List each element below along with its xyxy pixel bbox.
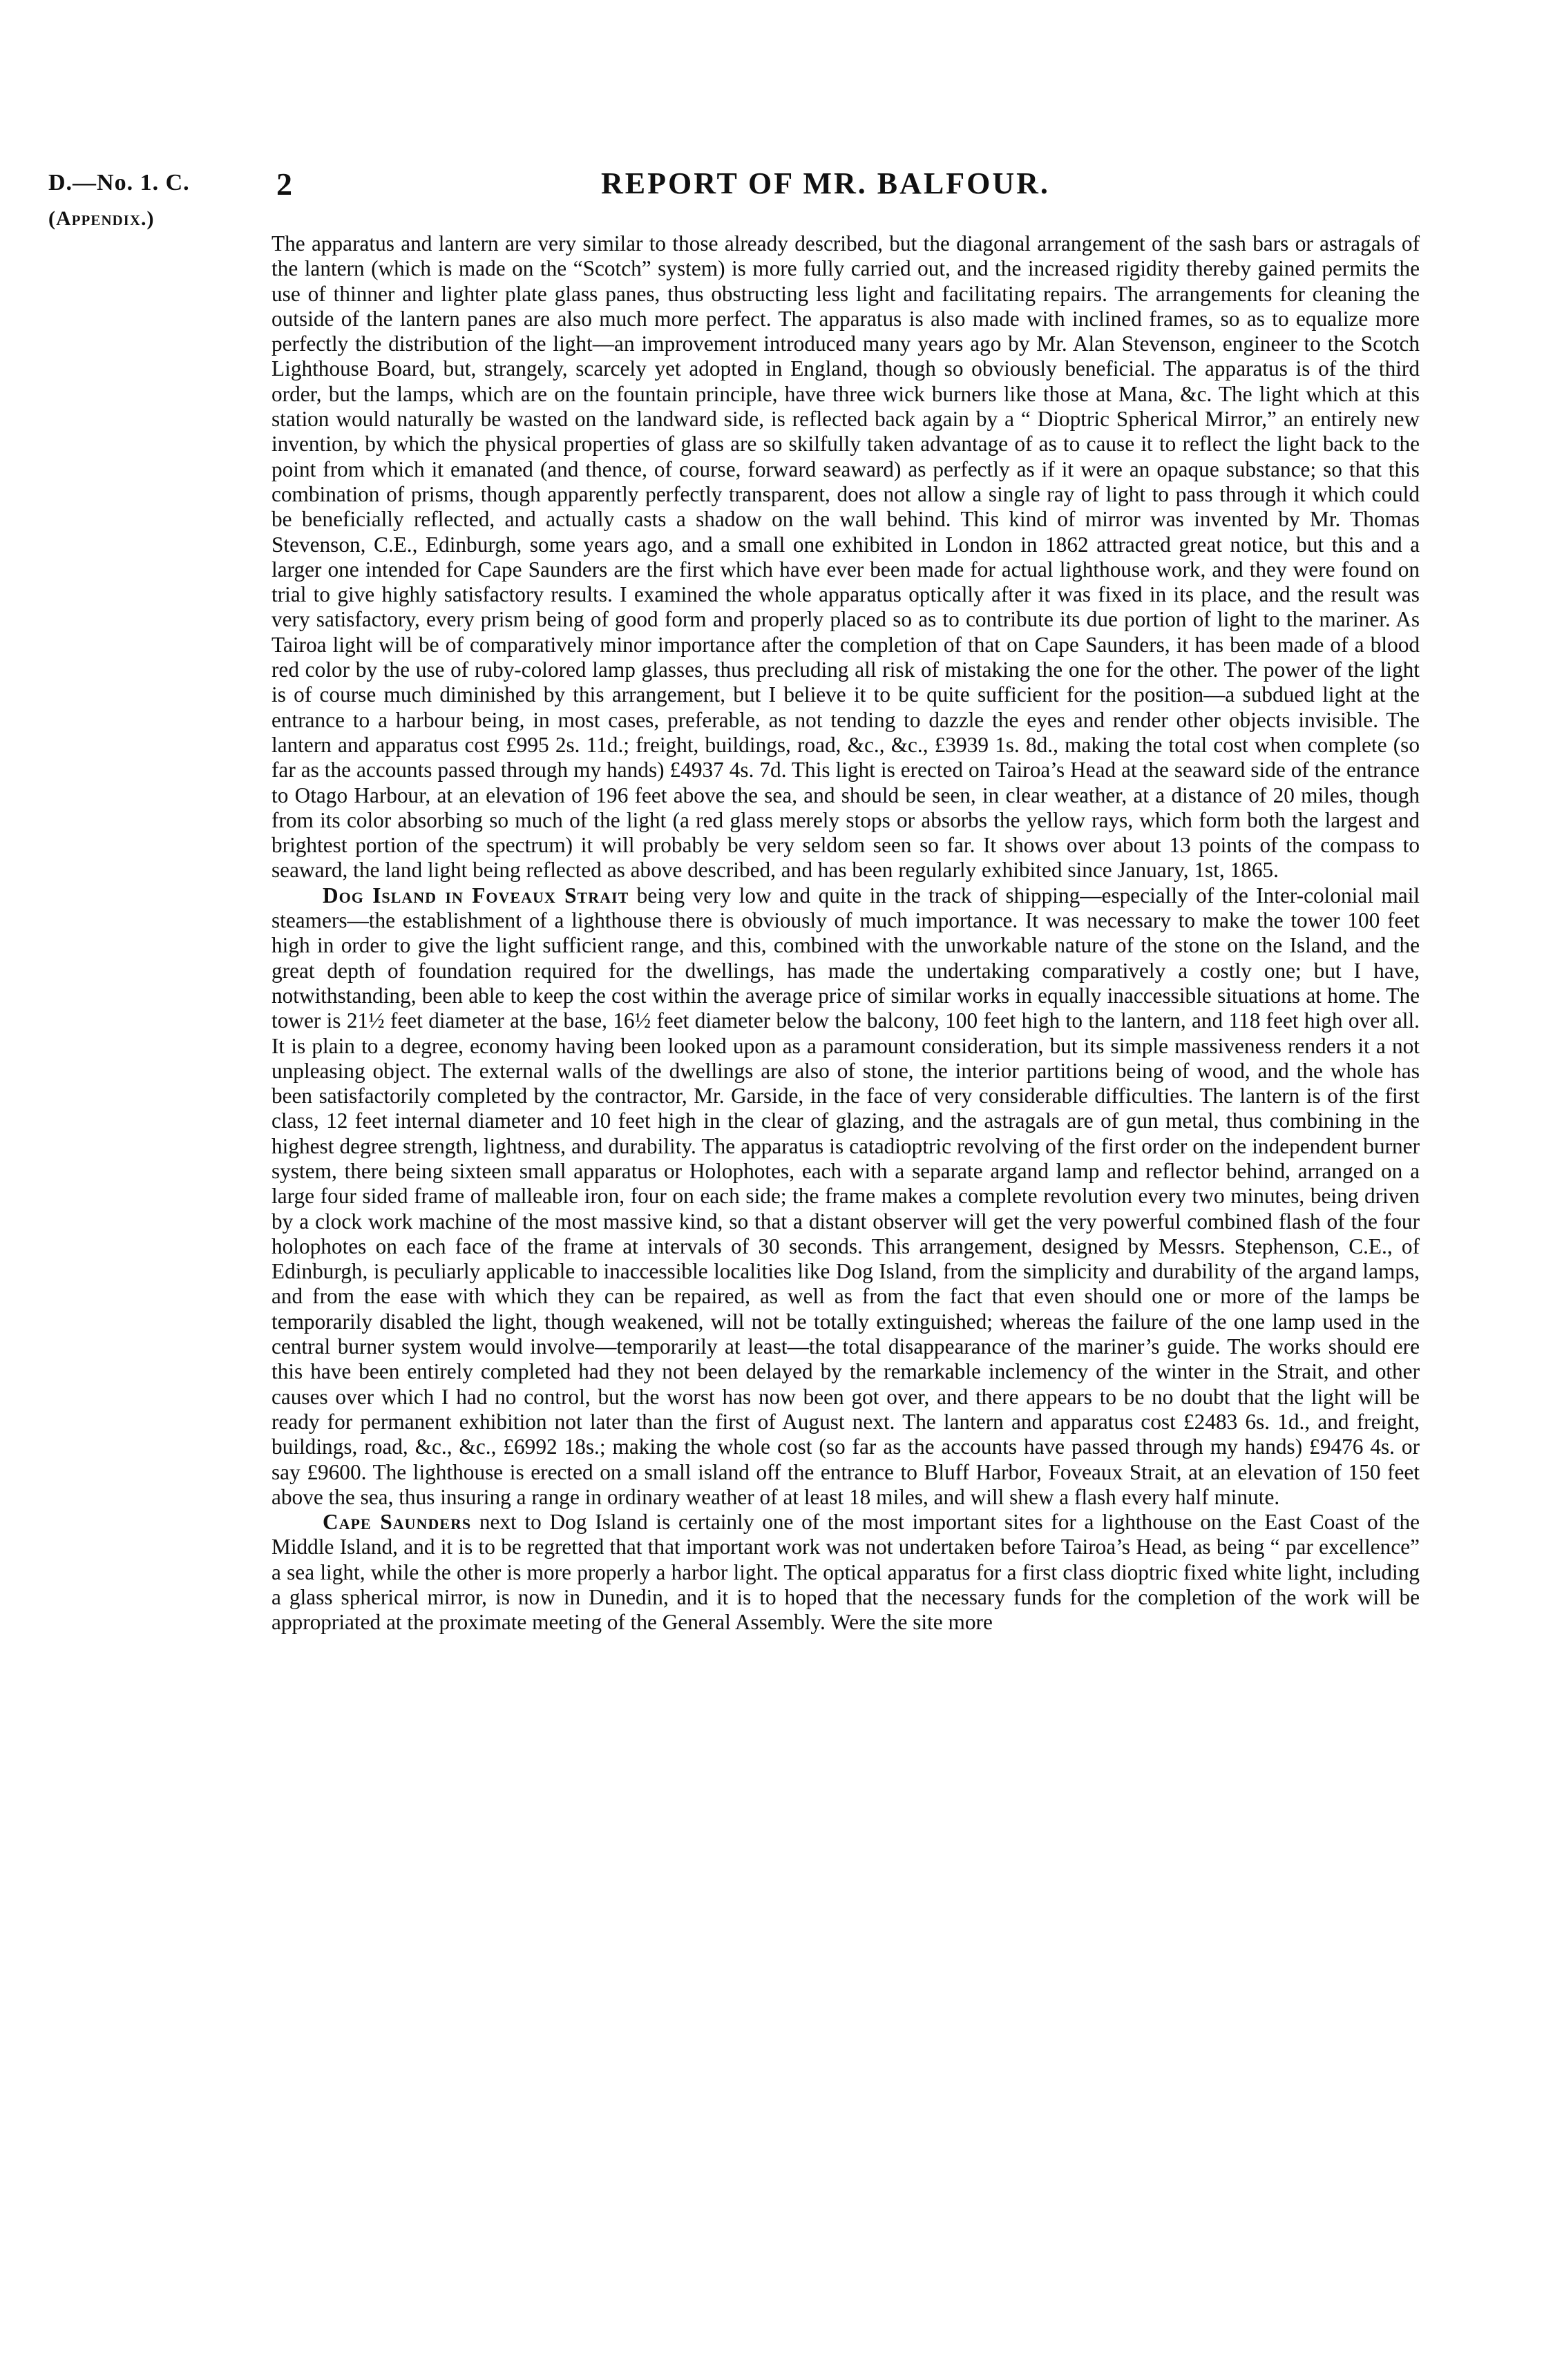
section-lead-dog-island: Dog Island in Foveaux Strait: [323, 883, 629, 908]
paragraph-cape-saunders-text: next to Dog Island is certainly one of the most important sites for a lighthouse on the East Coast of the Middle Island, and it is to be regretted that that important work was not undertaken before Tairoa’s Head, as being “ par excellence” a sea light, while the other is more properly a harbor light. The optical apparatus for a first class dioptric fixed white light, including a glass spherical mirror, is now in Dunedin, and it is to hoped that the necessary funds for the completion of the work will be appropriated at the proximate meeting of the General Assembly. Were the site more: [271, 1510, 1420, 1635]
paragraph-tairoa-light: The apparatus and lantern are very similar to those already described, but the diagonal arrangement of the sash bars or astragals of the lantern (which is made on the “Scotch” system) is more fully carried out, and the increased rigidity thereby gained permits the use of thinner and lighter plate glass panes, thus obstructing less light and facilitating repairs. The arrangements for cleaning the outside of the lantern panes are also much more perfect. The apparatus is also made with inclined frames, so as to equalize more perfectly the distribution of the light—an improvement introduced many years ago by Mr. Alan Stevenson, engineer to the Scotch Lighthouse Board, but, strangely, scarcely yet adopted in England, though so obviously beneficial. The apparatus is of the third order, but the lamps, which are on the fountain principle, have three wick burners like those at Mana, &c. The light which at this station would naturally be wasted on the landward side, is reflected back again by a “ Dioptric Spherical Mirror,” an entirely new invention, by which the physical properties of glass are so skilfully taken advantage of as to cause it to reflect the light back to the point from which it emanated (and thence, of course, forward seaward) as perfectly as if it were an opaque substance; so that this combination of prisms, though apparently perfectly transparent, does not allow a single ray of light to pass through it which could be beneficially reflected, and actually casts a shadow on the wall behind. This kind of mirror was invented by Mr. Thomas Stevenson, C.E., Edinburgh, some years ago, and a small one exhibited in London in 1862 attracted great notice, but this and a larger one intended for Cape Saunders are the first which have ever been made for actual lighthouse work, and they were found on trial to give highly satisfactory results. I examined the whole apparatus optically after it was fixed in its place, and the result was very satisfactory, every prism being of good form and properly placed so as to contribute its due portion of light to the mariner. As Tairoa light will be of comparatively minor importance after the completion of that on Cape Saunders, it has been made of a blood red color by the use of ruby-colored lamp glasses, thus precluding all risk of mistaking the one for the other. The power of the light is of course much diminished by this arrangement, but I believe it to be quite sufficient for the position—a subdued light at the entrance to a harbour being, in most cases, preferable, as not tending to dazzle the eyes and render other objects invisible. The lantern and apparatus cost £995 2s. 11d.; freight, buildings, road, &c., &c., £3939 1s. 8d., making the total cost when complete (so far as the accounts passed through my hands) £4937 4s. 7d. This light is erected on Tairoa’s Head at the seaward side of the entrance to Otago Harbour, at an elevation of 196 feet above the sea, and should be seen, in clear weather, at a distance of 20 miles, though from its color absorbing so much of the light (a red glass merely stops or absorbs the yellow rays, which form both the largest and brightest portion of the spectrum) it will probably be very seldom seen so far. It shows over about 13 points of the compass to seaward, the land light being reflected as above described, and has been regularly exhibited since January, 1st, 1865.: [271, 231, 1420, 883]
paragraph-dog-island: [271, 883, 1420, 1510]
appendix-label: (Appendix.): [48, 207, 155, 230]
document-reference: D.—No. 1. C.: [48, 170, 190, 195]
paragraph-dog-island-text: being very low and quite in the track of shipping—especially of the Inter-colonial mail steamers—the establishment of a lighthouse there is obviously of much importance. It was necessary to make the tower 100 feet high in order to give the light sufficient range, and this, combined with the unworkable nature of the stone on the Island, and the great depth of foundation required for the dwellings, has made the undertaking comparatively a costly one; but I have, notwithstanding, been able to keep the cost within the average price of similar works in equally inaccessible situations at home. The tower is 21½ feet diameter at the base, 16½ feet diameter below the balcony, 100 feet high to the lantern, and 118 feet high over all. It is plain to a degree, economy having been looked upon as a paramount consideration, but its simple massiveness renders it a not unpleasing object. The external walls of the dwellings are also of stone, the interior partitions being of wood, and the whole has been satisfactorily completed by the contractor, Mr. Garside, in the face of very considerable difficulties. The lantern is of the first class, 12 feet internal diameter and 10 feet high in the clear of glazing, and the astragals are of gun metal, thus combining in the highest degree strength, lightness, and durability. The apparatus is catadioptric revolving of the first order on the independent burner system, there being sixteen small apparatus or Holophotes, each with a separate argand lamp and reflector behind, arranged on a large four sided frame of malleable iron, four on each side; the frame makes a complete revolution every two minutes, being driven by a clock work machine of the most massive kind, so that a distant observer will get the very powerful combined flash of the four holophotes on each face of the frame at intervals of 30 seconds. This arrangement, designed by Messrs. Stephenson, C.E., of Edinburgh, is peculiarly applicable to inaccessible localities like Dog Island, from the simplicity and durability of the argand lamps, and from the ease with which they can be repaired, as well as from the fact that even should one or more of the lamps be temporarily disabled the light, though weakened, will not be totally extinguished; whereas the failure of the one lamp used in the central burner system would involve—temporarily at least—the total disappearance of the mariner’s guide. The works should ere this have been entirely completed had they not been delayed by the remarkable inclemency of the winter in the Strait, and other causes over which I had no control, but the worst has now been got over, and there appears to be no doubt that the light will be ready for permanent exhibition not later than the first of August next. The lantern and apparatus cost £2483 6s. 1d., and freight, buildings, road, &c., &c., £6992 18s.; making the whole cost (so far as the accounts have passed through my hands) £9476 4s. or say £9600. The lighthouse is erected on a small island off the entrance to Bluff Harbor, Foveaux Strait, at an elevation of 150 feet above the sea, thus insuring a range in ordinary weather of at least 18 miles, and will shew a flash every half minute.: [271, 883, 1420, 1509]
running-title: REPORT OF MR. BALFOUR.: [601, 166, 1050, 200]
paragraph-cape-saunders: [271, 1510, 1420, 1635]
section-lead-cape-saunders: Cape Saunders: [323, 1510, 472, 1535]
page-number: 2: [276, 166, 292, 202]
page-header: [48, 166, 1430, 228]
report-body: [271, 231, 1420, 1635]
